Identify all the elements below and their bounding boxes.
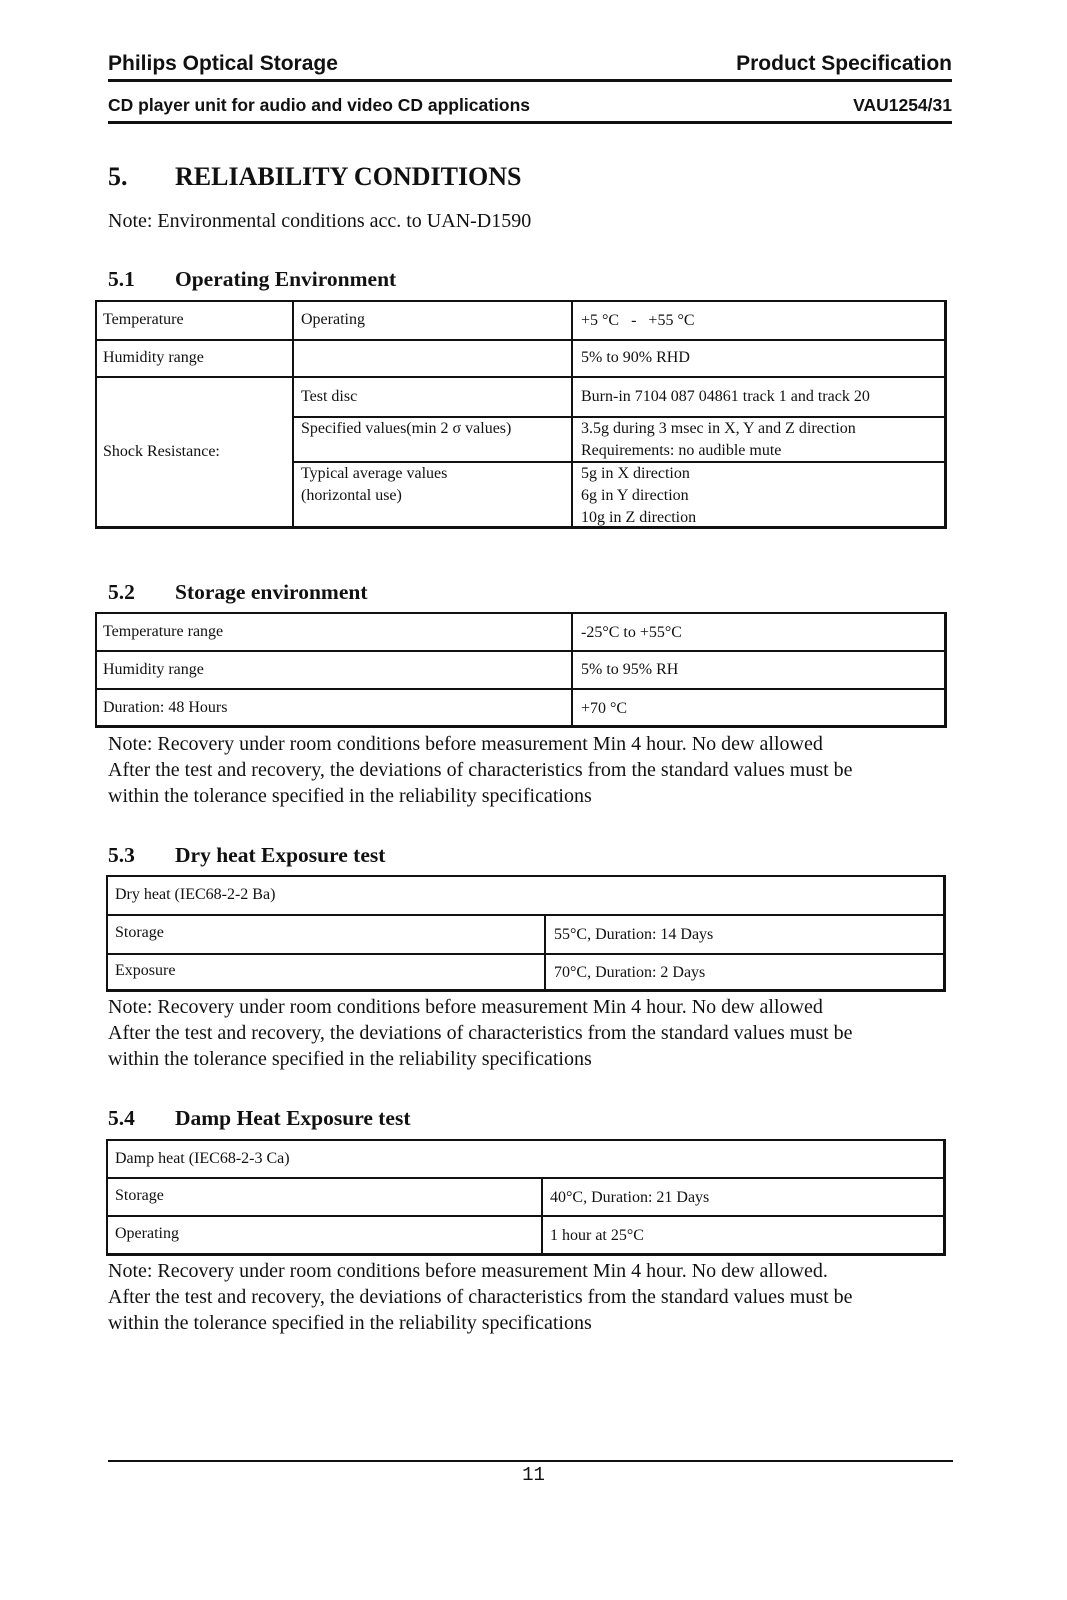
humidity-label: Humidity range: [103, 349, 204, 366]
table-row-value: 70°C, Duration: 2 Days: [554, 964, 706, 981]
table-heading-row: Dry heat (IEC68-2-2 Ba): [115, 886, 276, 903]
subsection-title: Damp Heat Exposure test: [175, 1106, 411, 1130]
note-line: Note: Recovery under room conditions before measurement Min 4 hour. No dew allowed: [108, 996, 823, 1018]
operating-label: Operating: [301, 311, 365, 328]
subsection-number: 5.1: [108, 267, 135, 291]
humidity-value: 5% to 90% RHD: [581, 349, 690, 366]
table-row-value: +70 °C: [581, 700, 628, 717]
header-rule-top: [108, 79, 952, 82]
subsection-title: Dry heat Exposure test: [175, 843, 386, 867]
running-header-top: [108, 52, 952, 78]
requirements-line: Requirements: no audible mute: [581, 442, 782, 459]
table-row-label: Exposure: [115, 962, 176, 979]
note-line: Note: Recovery under room conditions before measurement Min 4 hour. No dew allowed: [108, 733, 823, 755]
table-row-value: 5% to 95% RH: [581, 661, 679, 678]
typical-value-z: 10g in Z direction: [581, 509, 697, 526]
test-disc-value: Burn-in 7104 087 04861 track 1 and track 20: [581, 388, 870, 405]
note-line: within the tolerance specified in the reliability specifications: [108, 1048, 592, 1070]
table-row-value: 1 hour at 25°C: [550, 1227, 644, 1244]
temperature-value: +5 °C - +55 °C: [581, 312, 695, 329]
note-line: Note: Recovery under room conditions before measurement Min 4 hour. No dew allowed.: [108, 1260, 828, 1282]
table-row-value: 55°C, Duration: 14 Days: [554, 926, 714, 943]
header-rule-bottom: [108, 121, 952, 124]
table-row-label: Duration: 48 Hours: [103, 699, 228, 716]
table-row-label: Humidity range: [103, 661, 204, 678]
table-row-value: -25°C to +55°C: [581, 624, 682, 641]
section-number: 5.: [108, 162, 128, 191]
footer-rule: [108, 1460, 953, 1462]
test-disc-label: Test disc: [301, 388, 358, 405]
table-row-label: Temperature range: [103, 623, 224, 640]
table-row-label: Storage: [115, 1187, 164, 1204]
typical-values-label: Typical average values: [301, 465, 448, 482]
shock-resistance-label: Shock Resistance:: [103, 443, 220, 460]
subsection-title: Storage environment: [175, 580, 368, 604]
section-heading: [108, 162, 522, 192]
table-row-label: Storage: [115, 924, 164, 941]
subsection-heading-5-2: [108, 580, 367, 605]
section-note: Note: Environmental conditions acc. to UAN-D1590: [108, 210, 532, 232]
typical-values-sublabel: (horizontal use): [301, 487, 402, 504]
subsection-number: 5.2: [108, 580, 135, 604]
subsection-number: 5.4: [108, 1106, 135, 1130]
subsection-heading-5-4: [108, 1106, 411, 1131]
table-heading-row: Damp heat (IEC68-2-3 Ca): [115, 1150, 290, 1167]
table-row-value: 40°C, Duration: 21 Days: [550, 1189, 710, 1206]
model-number: VAU1254/31: [853, 95, 952, 115]
typical-value-y: 6g in Y direction: [581, 487, 689, 504]
product-description: CD player unit for audio and video CD applications: [108, 95, 530, 115]
specified-values-label: Specified values(min 2 σ values): [301, 420, 512, 437]
subsection-heading-5-3: [108, 843, 385, 868]
temperature-label: Temperature: [103, 311, 184, 328]
document-type: Product Specification: [736, 52, 952, 75]
note-line: After the test and recovery, the deviations of characteristics from the standard values must be: [108, 759, 853, 781]
section-title: RELIABILITY CONDITIONS: [175, 162, 522, 191]
table-row-label: Operating: [115, 1225, 179, 1242]
specified-value-line: 3.5g during 3 msec in X, Y and Z direction: [581, 420, 856, 437]
subsection-heading-5-1: [108, 267, 396, 292]
company-name: Philips Optical Storage: [108, 52, 338, 75]
subsection-title: Operating Environment: [175, 267, 397, 291]
note-line: After the test and recovery, the deviations of characteristics from the standard values must be: [108, 1286, 853, 1308]
note-line: within the tolerance specified in the reliability specifications: [108, 785, 592, 807]
page-number: 11: [522, 1464, 545, 1486]
running-header-bottom: [108, 95, 952, 119]
subsection-number: 5.3: [108, 843, 135, 867]
note-line: within the tolerance specified in the reliability specifications: [108, 1312, 592, 1334]
note-line: After the test and recovery, the deviations of characteristics from the standard values must be: [108, 1022, 853, 1044]
typical-value-x: 5g in X direction: [581, 465, 690, 482]
